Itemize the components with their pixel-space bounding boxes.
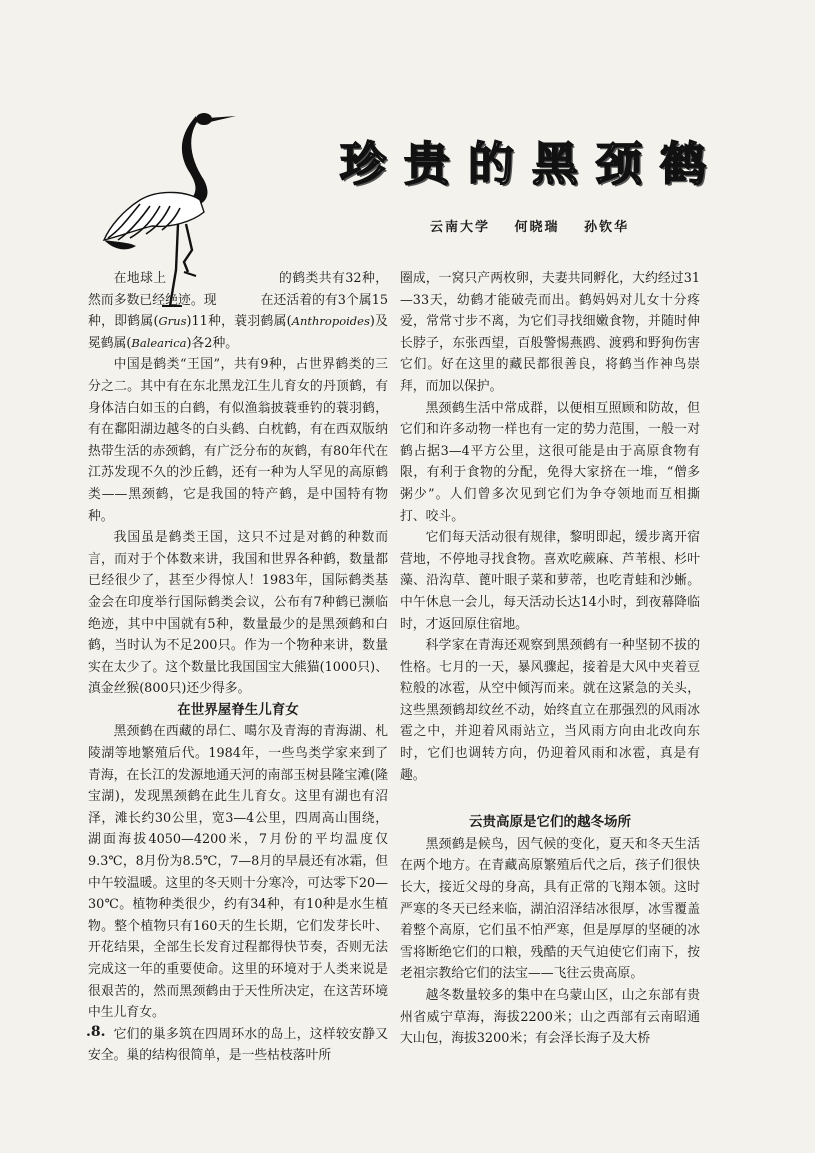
paragraph: 我国虽是鹤类王国，这只不过是对鹤的种数而言，而对于个体数来讲，我国和世界各种鹤，数量都已经很少了，甚至少得惊人！1983年，国际鹤类基金会在印度举行国际鹤类会议，公布有7种鹤已濒临绝迹，其中中国就有5种，数量最少的是黑颈鹤和白鹤，当时认为不足200只。作为一个物种来讲，数量实在太少了。这个数量比我国国宝大熊猫(1000只)、滇金丝猴(800只)还少得多。: [88, 530, 388, 697]
paragraph: 越冬数量较多的集中在乌蒙山区，山之东部有贵州省威宁草海，海拔2200米；山之西部有云南昭通大山包，海拔3200米；有会泽长海子及大桥: [400, 988, 700, 1047]
author-name: 孙钦华: [584, 220, 630, 235]
section-heading: 在世界屋脊生儿育女: [177, 701, 299, 718]
paragraph: 圈成，一窝只产两枚卵，夫妻共同孵化，大约经过31—33天，幼鹤才能破壳而出。鹤妈妈对儿女十分疼爱，常常寸步不离，为它们寻找细嫩食物，并随时伸长脖子，东张西望，百般警惕燕鸥、渡鸦和野狗伤害它们。好在这里的藏民都很善良，将鹤当作神鸟崇拜，而加以保护。: [400, 271, 700, 394]
paragraph: 黑颈鹤在西藏的昂仁、噶尔及青海的青海湖、札陵湖等地繁殖后代。1984年，一些鸟类学家来到了青海，在长江的发源地通天河的南部玉树县隆宝滩(隆宝湖)，发现黑颈鹤在此生儿育女。这里有湖也有沼泽，滩长约30公里，宽3—4公里，四周高山围绕，湖面海拔4050—4200米，7月份的平均温度仅9.3℃，8月份为8.5℃，7—8月的早晨还有冰霜，但中午较温暖。这里的冬天则十分寒冷，可达零下20—30℃。植物种类很少，约有34种，有10种是水生植物。整个植物只有160天的生长期，它们发芽长叶、开花结果，全部生长发育过程都得快节奏，否则无法完成这一年的重要使命。这里的环境对于人类来说是很艰苦的，然而黑颈鹤由于天性所决定，在这苦环境中生儿育女。: [88, 724, 388, 1021]
page-number: .8.: [86, 1024, 106, 1040]
paragraph: 黑颈鹤是候鸟，因气候的变化，夏天和冬天生活在两个地方。在青藏高原繁殖后代之后，孩子们很快长大，接近父母的身高，具有正常的飞翔本领。这时严寒的冬天已经来临，湖泊沼泽结冰很厚，冰雪覆盖着整个高原，它们虽不怕严寒，但是厚厚的坚硬的冰雪将断绝它们的口粮，残酷的天气迫使它们南下，按老祖宗教给它们的法宝——飞往云贵高原。: [400, 836, 700, 982]
right-column: [400, 268, 700, 1050]
affiliation: 云南大学: [430, 220, 491, 235]
paragraph: 科学家在青海还观察到黑颈鹤有一种坚韧不拔的性格。七月的一天，暴风骤起，接着是大风中夹着豆粒般的冰雹，从空中倾泻而来。就在这紧急的关头，这些黑颈鹤却纹丝不动，始终直立在那强烈的风雨冰雹之中，并迎着风雨站立，当风雨方向由北改向东时，它们也调转方向，仍迎着风雨和冰雹，真是有趣。: [400, 638, 700, 783]
byline: [430, 216, 647, 235]
paragraph: 它们每天活动很有规律，黎明即起，缓步离开宿营地，不停地寻找食物。喜欢吃蕨麻、芦苇根、杉叶藻、沿沟草、蓖叶眼子菜和萝蒂，也吃青蛙和沙蜥。中午休息一会儿，每天活动长达14小时，到夜幕降临时，才返回原住宿地。: [400, 530, 700, 632]
section-heading: 云贵高原是它们的越冬场所: [469, 814, 631, 831]
paragraph: 它们的巢多筑在四周环水的岛上，这样较安静又安全。巢的结构很简单，是一些枯枝落叶所: [88, 1026, 388, 1064]
paragraph: 在地球上 的鹤类共有32种，然而多数已经绝迹。现 在还活着的有3个属15种，即鹤属(Grus)11种，蓑羽鹤属(Anthropoides)及冕鹤属(Balearica)各2种。: [88, 271, 388, 351]
paragraph: 黑颈鹤生活中常成群，以便相互照顾和防故，但它们和许多动物一样也有一定的势力范围，一般一对鹤占据3—4平方公里，这很可能是由于高原食物有限，有利于食物的分配，免得大家挤在一堆，“僧多粥少”。人们曾多次见到它们为争夺领地而互相撕打、咬斗。: [400, 400, 700, 524]
paragraph: 中国是鹤类“王国”，共有9种，占世界鹤类的三分之二。其中有在东北黑龙江生儿育女的丹顶鹤，有身体洁白如玉的白鹤，有似渔翁披蓑垂钓的蓑羽鹤，有在鄱阳湖边越冬的白头鹤、白枕鹤，有在西双版纳热带生活的赤颈鹤，有广泛分布的灰鹤，有80年代在江苏发现不久的沙丘鹤，还有一种为人罕见的高原鹤类——黑颈鹤，它是我国的特产鹤，是中国特有物种。: [88, 357, 388, 524]
article-title: 珍贵的黑颈鹤: [340, 137, 724, 191]
author-name: 何晓瑞: [514, 220, 560, 235]
left-column: [88, 268, 388, 1067]
